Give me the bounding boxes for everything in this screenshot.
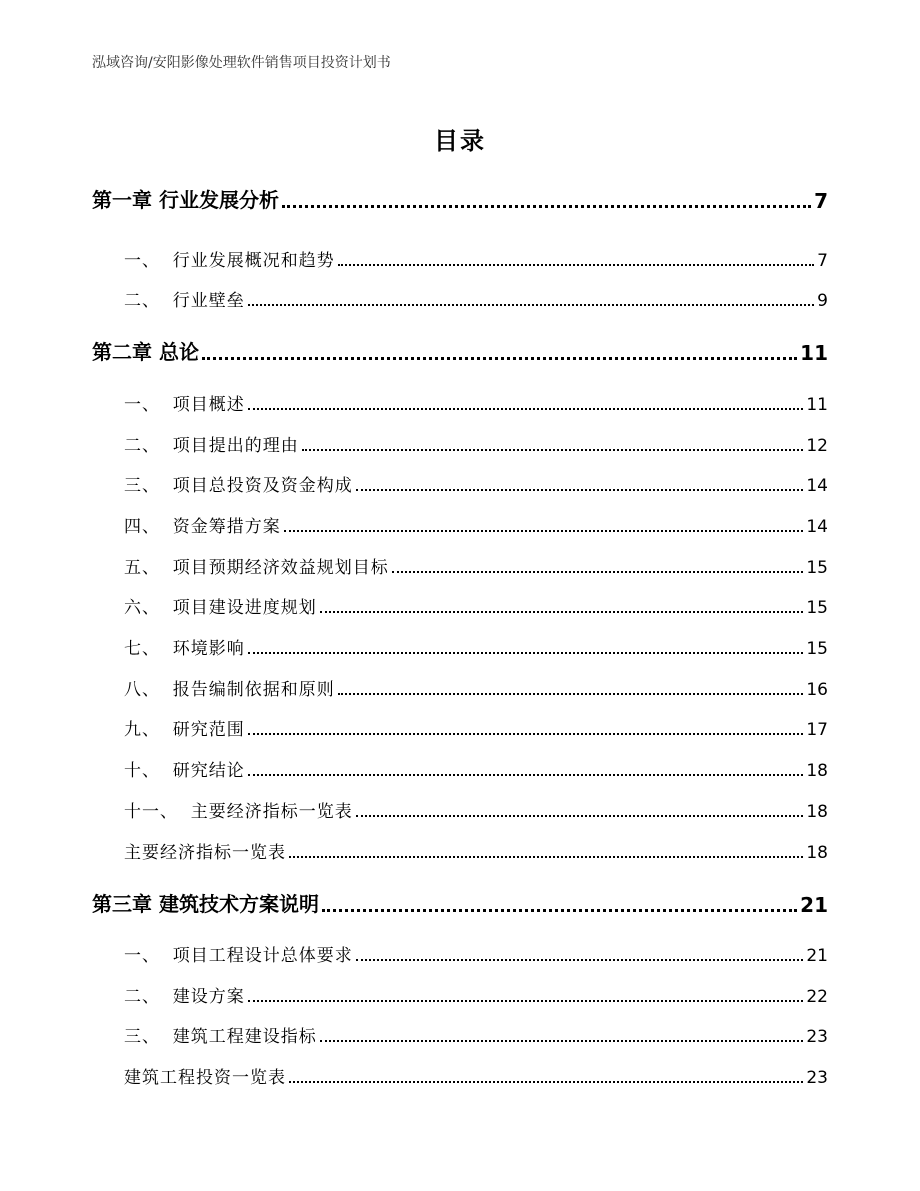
toc-entry-label: 二、 行业壁垒 [124,291,245,311]
document-header: 泓域咨询/安阳影像处理软件销售项目投资计划书 [92,55,391,71]
toc-entry-label: 九、 研究范围 [124,720,245,740]
toc-page-number: 23 [806,1068,828,1088]
toc-section[interactable] [124,1063,828,1088]
toc-page-number: 16 [806,680,828,700]
dot-leader [338,692,804,695]
toc-page-number: 14 [806,476,828,496]
dot-leader [248,407,804,410]
toc-entry-label: 七、 环境影响 [124,639,245,659]
toc-section[interactable] [124,797,828,822]
dot-leader [320,1039,804,1042]
toc-page-number: 22 [806,987,828,1007]
toc-section[interactable] [124,1022,828,1047]
toc-section[interactable] [124,593,828,618]
dot-leader [289,855,803,858]
toc-page-number: 15 [806,558,828,578]
toc-page-number: 18 [806,761,828,781]
toc-entry-label: 十、 研究结论 [124,761,245,781]
dot-leader [202,356,797,360]
toc-section[interactable] [124,838,828,863]
toc-section[interactable] [124,286,828,311]
toc-section[interactable] [124,675,828,700]
toc-section[interactable] [124,512,828,537]
toc-entry-label: 三、 建筑工程建设指标 [124,1027,317,1047]
dot-leader [248,732,804,735]
toc-section[interactable] [124,756,828,781]
dot-leader [248,773,804,776]
toc-page-number: 17 [806,720,828,740]
toc-page-number: 7 [814,189,828,213]
toc-page-number: 18 [806,802,828,822]
toc-entry-label: 十一、 主要经济指标一览表 [124,802,353,822]
dot-leader [392,570,804,573]
toc-entry-label: 六、 项目建设进度规划 [124,598,317,618]
dot-leader [248,651,804,654]
toc-entry-label: 主要经济指标一览表 [124,843,286,863]
toc-page-number: 12 [806,436,828,456]
toc-entry-label: 二、 建设方案 [124,987,245,1007]
dot-leader [302,448,804,451]
toc-page-number: 11 [800,341,828,365]
toc-entry-label: 第一章 行业发展分析 [92,188,279,212]
toc-chapter[interactable] [92,888,828,917]
dot-leader [284,529,804,532]
toc-section[interactable] [124,715,828,740]
toc-entry-label: 一、 项目概述 [124,395,245,415]
toc-page-number: 15 [806,598,828,618]
dot-leader [248,303,814,306]
toc-section[interactable] [124,553,828,578]
dot-leader [356,488,804,491]
toc-section[interactable] [124,390,828,415]
toc-page-number: 18 [806,843,828,863]
toc-page-number: 21 [800,893,828,917]
toc-chapter[interactable] [92,336,828,365]
toc-section[interactable] [124,471,828,496]
dot-leader [356,958,804,961]
toc-entry-label: 五、 项目预期经济效益规划目标 [124,558,389,578]
toc-entry-label: 第二章 总论 [92,340,199,364]
toc-section[interactable] [124,246,828,271]
toc-entry-label: 一、 项目工程设计总体要求 [124,946,353,966]
toc-section[interactable] [124,941,828,966]
toc-page-number: 21 [806,946,828,966]
dot-leader [248,999,804,1002]
toc-title: 目录 [434,127,486,155]
toc-entry-label: 二、 项目提出的理由 [124,436,299,456]
toc-entry-label: 第三章 建筑技术方案说明 [92,892,319,916]
toc-page-number: 14 [806,517,828,537]
toc-section[interactable] [124,634,828,659]
toc-section[interactable] [124,431,828,456]
dot-leader [338,263,814,266]
toc-page-number: 9 [817,291,828,311]
toc-page-number: 7 [817,251,828,271]
toc-entry-label: 建筑工程投资一览表 [124,1068,286,1088]
dot-leader [282,204,811,208]
toc-page-number: 23 [806,1027,828,1047]
dot-leader [289,1080,803,1083]
dot-leader [356,814,804,817]
dot-leader [322,908,797,912]
toc-page-number: 15 [806,639,828,659]
toc-entry-label: 三、 项目总投资及资金构成 [124,476,353,496]
toc-entry-label: 一、 行业发展概况和趋势 [124,251,335,271]
toc-page-number: 11 [806,395,828,415]
dot-leader [320,610,804,613]
toc-chapter[interactable] [92,184,828,213]
toc-section[interactable] [124,982,828,1007]
toc-entry-label: 八、 报告编制依据和原则 [124,680,335,700]
toc-entry-label: 四、 资金筹措方案 [124,517,281,537]
